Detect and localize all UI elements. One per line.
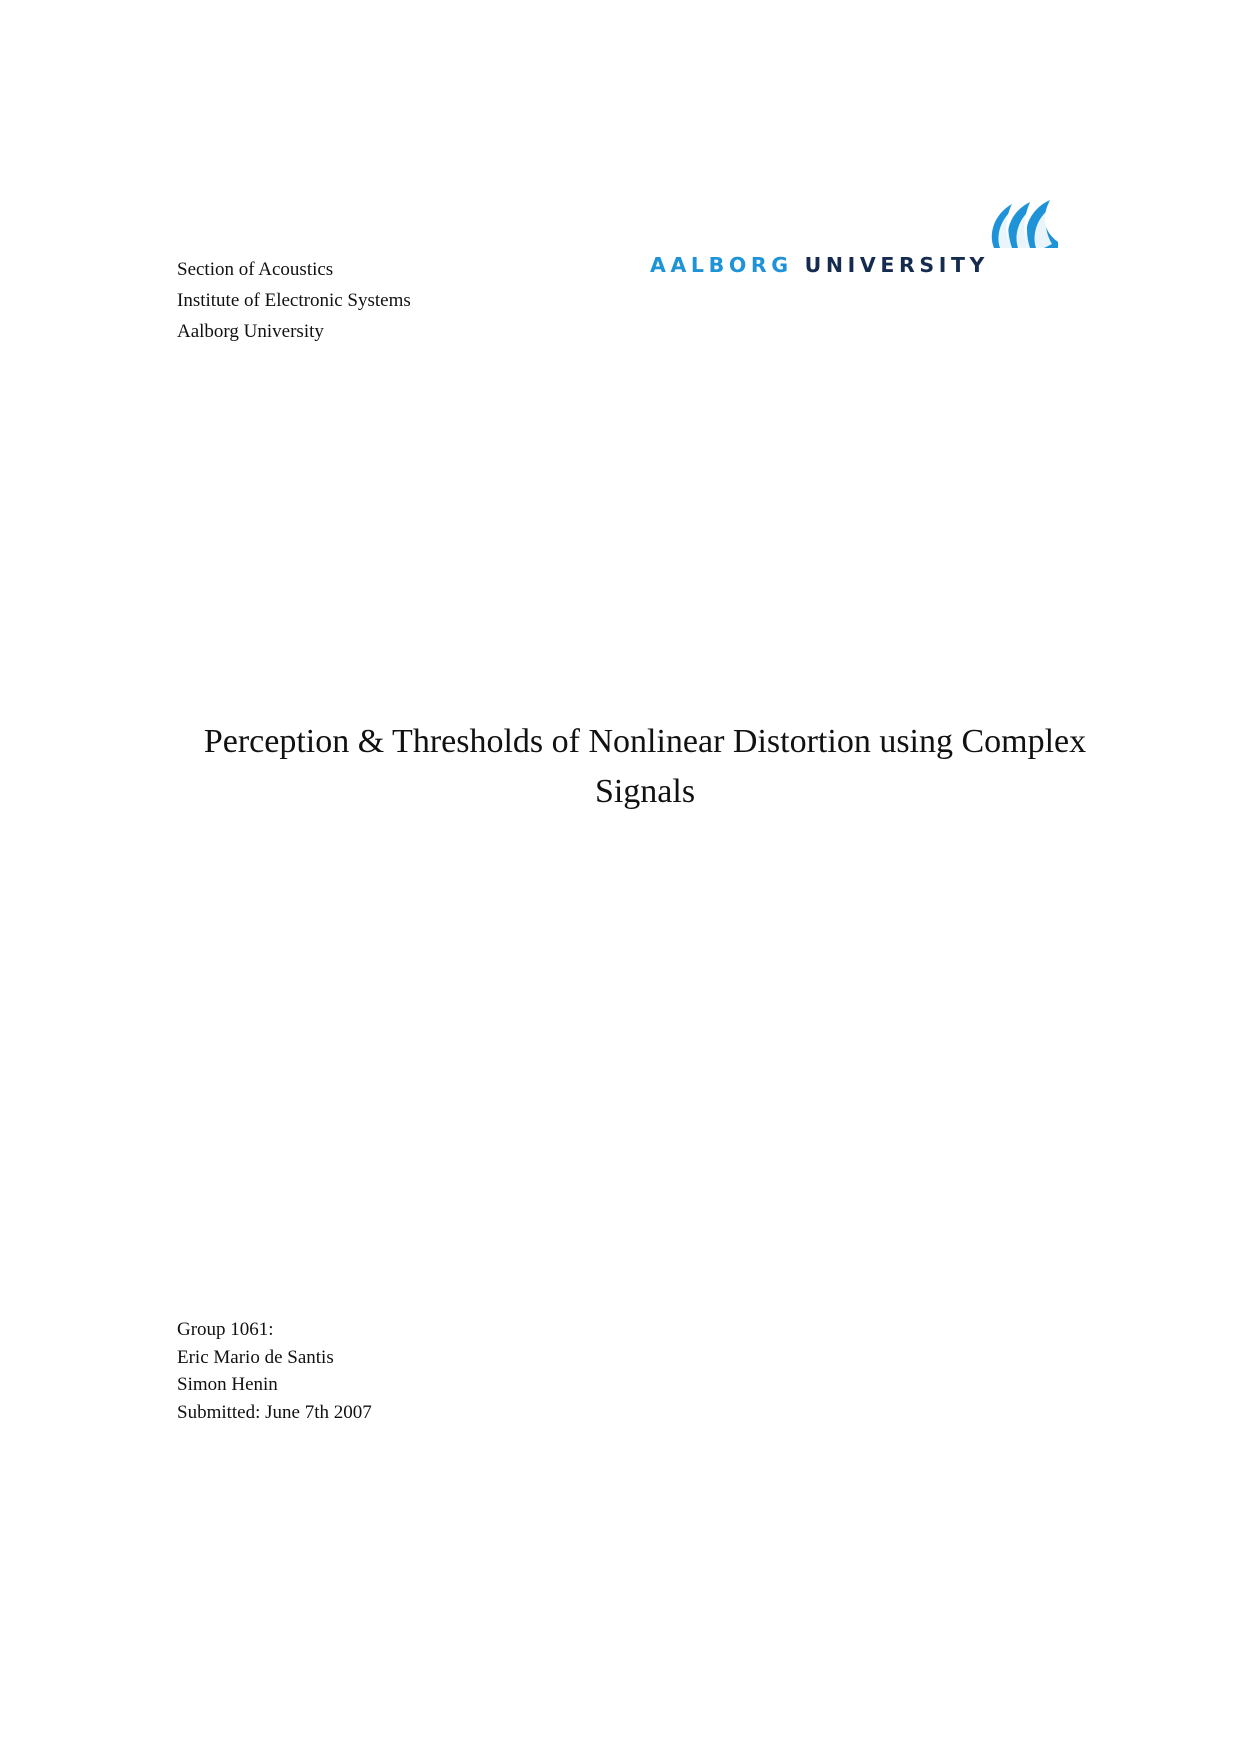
affiliation-block: [177, 254, 411, 347]
institute-name: Institute of Electronic Systems: [177, 290, 411, 311]
section-name: Section of Acoustics: [177, 259, 334, 280]
author-name: Simon Henin: [177, 1374, 278, 1395]
logo-word-university: UNIVERSITY: [804, 253, 989, 277]
logo-word-aalborg: AALBORG: [650, 253, 793, 277]
wave-logo-icon: [986, 198, 1058, 248]
submission-date: Submitted: June 7th 2007: [177, 1401, 372, 1423]
document-title: Perception & Thresholds of Nonlinear Distortion using Complex Signals: [203, 723, 1087, 810]
university-logo: [650, 198, 1080, 278]
group-info-block: [177, 1316, 372, 1426]
author-name: Eric Mario de Santis: [177, 1346, 334, 1368]
group-label: Group 1061:: [177, 1319, 274, 1340]
university-name: Aalborg University: [177, 321, 324, 342]
logo-wordmark: [650, 254, 1080, 276]
